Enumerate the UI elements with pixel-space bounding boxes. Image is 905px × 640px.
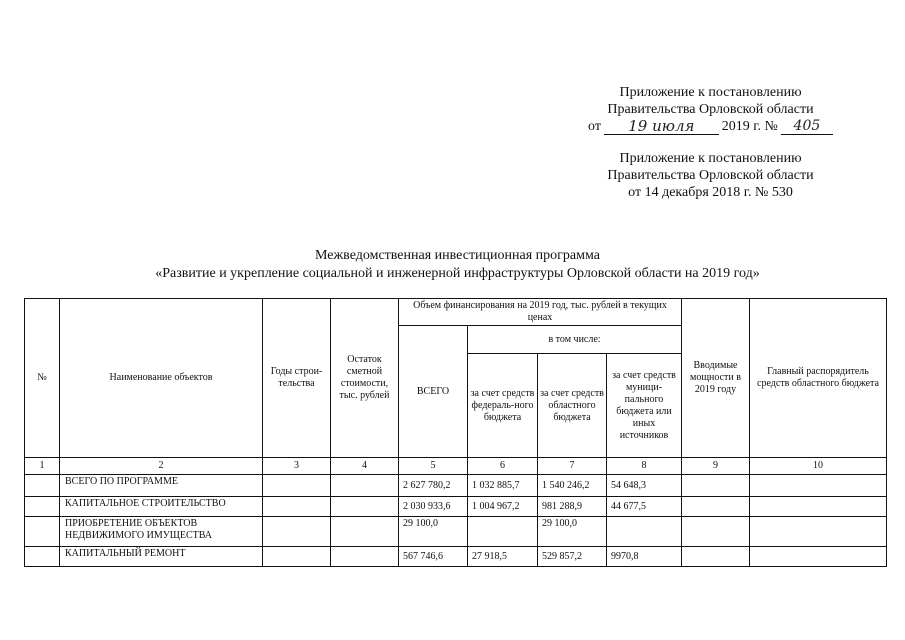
cell-remainder	[331, 517, 399, 547]
header-municipal: за счет средств муници-пального бюджета или иных источников	[607, 354, 682, 458]
cell-remainder	[331, 547, 399, 567]
header-years: Годы строи-тельства	[263, 299, 331, 458]
cell-manager	[750, 475, 887, 497]
cell-name: ПРИОБРЕТЕНИЕ ОБЪЕКТОВ НЕДВИЖИМОГО ИМУЩЕСТВА	[60, 517, 263, 547]
index-cell: 4	[331, 458, 399, 475]
index-cell: 7	[538, 458, 607, 475]
cell-federal	[468, 517, 538, 547]
cell-federal: 1 004 967,2	[468, 497, 538, 517]
cell-municipal: 54 648,3	[607, 475, 682, 497]
cell-remainder	[331, 497, 399, 517]
cell-total: 29 100,0	[399, 517, 468, 547]
cell-name: КАПИТАЛЬНОЕ СТРОИТЕЛЬСТВО	[60, 497, 263, 517]
original-line-2: Правительства Орловской области	[607, 168, 814, 183]
handwritten-number: 405	[781, 119, 833, 135]
approval-block-current	[588, 84, 833, 135]
header-manager: Главный распорядитель средств областного бюджета	[750, 299, 887, 458]
index-cell: 8	[607, 458, 682, 475]
cell-remainder	[331, 475, 399, 497]
original-line-3: от 14 декабря 2018 г. № 530	[628, 185, 793, 200]
cell-years	[263, 497, 331, 517]
cell-name: КАПИТАЛЬНЫЙ РЕМОНТ	[60, 547, 263, 567]
cell-no	[25, 475, 60, 497]
index-cell: 5	[399, 458, 468, 475]
cell-total: 2 627 780,2	[399, 475, 468, 497]
approval-line-1: Приложение к постановлению	[619, 85, 802, 100]
cell-municipal: 9970,8	[607, 547, 682, 567]
cell-total: 567 746,6	[399, 547, 468, 567]
cell-years	[263, 517, 331, 547]
index-cell: 6	[468, 458, 538, 475]
index-cell: 9	[682, 458, 750, 475]
approval-line-2: Правительства Орловской области	[607, 102, 814, 117]
cell-no	[25, 497, 60, 517]
cell-municipal: 44 677,5	[607, 497, 682, 517]
cell-federal: 1 032 885,7	[468, 475, 538, 497]
approval-year-text: 2019 г. №	[721, 119, 778, 134]
cell-capacity	[682, 547, 750, 567]
header-including: в том числе:	[468, 326, 682, 354]
table-row	[25, 475, 887, 497]
cell-capacity	[682, 497, 750, 517]
handwritten-date: 19 июля	[604, 119, 719, 135]
cell-capacity	[682, 517, 750, 547]
program-table	[24, 298, 887, 567]
header-no: №	[25, 299, 60, 458]
cell-manager	[750, 547, 887, 567]
table-row	[25, 547, 887, 567]
table-row	[25, 517, 887, 547]
cell-regional: 529 857,2	[538, 547, 607, 567]
cell-manager	[750, 497, 887, 517]
header-capacity: Вводимые мощности в 2019 году	[682, 299, 750, 458]
cell-years	[263, 475, 331, 497]
header-funding-group: Объем финансирования на 2019 год, тыс. рублей в текущих ценах	[399, 299, 682, 326]
cell-federal: 27 918,5	[468, 547, 538, 567]
header-name: Наименование объектов	[60, 299, 263, 458]
header-total: ВСЕГО	[399, 326, 468, 458]
header-remainder: Остаток сметной стоимости, тыс. рублей	[331, 299, 399, 458]
cell-name: ВСЕГО ПО ПРОГРАММЕ	[60, 475, 263, 497]
cell-no	[25, 517, 60, 547]
title-line-2: «Развитие и укрепление социальной и инженерной инфраструктуры Орловской области на 2019 год»	[155, 266, 760, 281]
cell-regional: 981 288,9	[538, 497, 607, 517]
approval-block-original	[588, 150, 833, 201]
cell-years	[263, 547, 331, 567]
column-index-row	[25, 458, 887, 475]
cell-regional: 1 540 246,2	[538, 475, 607, 497]
approval-line-3	[588, 118, 833, 135]
header-regional: за счет средств областного бюджета	[538, 354, 607, 458]
index-cell: 3	[263, 458, 331, 475]
cell-no	[25, 547, 60, 567]
table-row	[25, 497, 887, 517]
cell-municipal	[607, 517, 682, 547]
document-title	[90, 247, 825, 283]
cell-manager	[750, 517, 887, 547]
cell-regional: 29 100,0	[538, 517, 607, 547]
index-cell: 2	[60, 458, 263, 475]
title-line-1: Межведомственная инвестиционная программа	[315, 248, 600, 263]
header-federal: за счет средств федераль-ного бюджета	[468, 354, 538, 458]
index-cell: 10	[750, 458, 887, 475]
cell-capacity	[682, 475, 750, 497]
approval-from-label: от	[588, 119, 601, 134]
original-line-1: Приложение к постановлению	[619, 151, 802, 166]
index-cell: 1	[25, 458, 60, 475]
cell-total: 2 030 933,6	[399, 497, 468, 517]
